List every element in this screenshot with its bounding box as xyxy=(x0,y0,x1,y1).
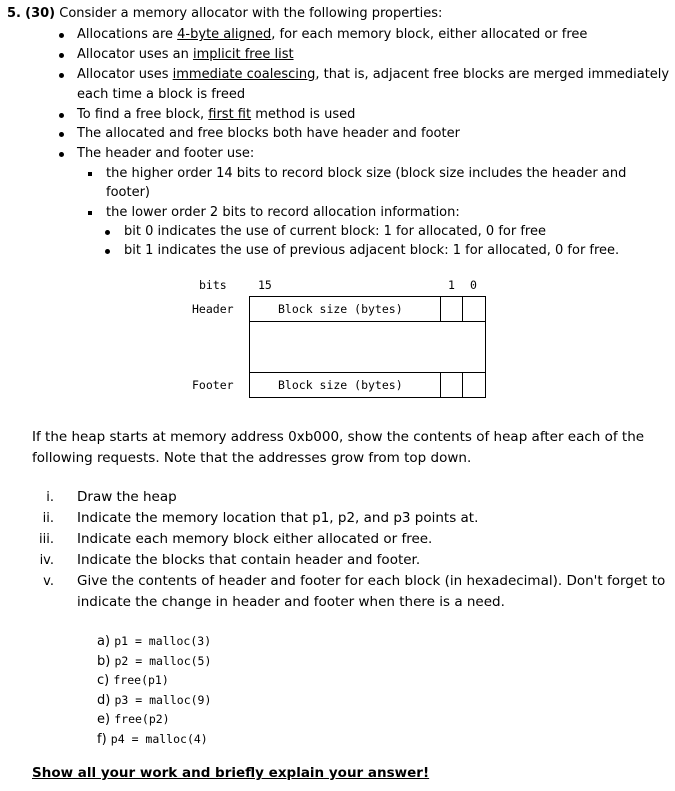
bit-0-label: 0 xyxy=(470,278,477,292)
footer-block-size-text: Block size (bytes) xyxy=(278,378,403,392)
header-bit0-field xyxy=(462,296,486,322)
bullet-icon xyxy=(105,230,110,235)
footer-label: Footer xyxy=(192,378,234,392)
sub-lower-bits: the lower order 2 bits to record allocation information: xyxy=(106,205,460,220)
request-item: f) p4 = malloc(4) xyxy=(97,732,208,747)
property-coalescing-cont: each time a block is freed xyxy=(77,87,246,102)
footer-bit0-field xyxy=(462,372,486,398)
payload-area xyxy=(249,321,486,373)
bullet-icon xyxy=(59,113,64,118)
task-text: Indicate the blocks that contain header and footer. xyxy=(77,552,421,568)
task-text: Draw the heap xyxy=(77,489,177,505)
request-item: d) p3 = malloc(9) xyxy=(97,693,212,708)
request-item: b) p2 = malloc(5) xyxy=(97,654,212,669)
property-coalescing: Allocator uses immediate coalescing, that is, adjacent free blocks are merged immediately xyxy=(77,67,670,82)
bullet-icon xyxy=(59,152,64,157)
footer-instruction: Show all your work and briefly explain your answer! xyxy=(32,765,430,781)
property-header-footer-use: The header and footer use: xyxy=(77,146,255,161)
square-bullet-icon xyxy=(88,172,92,176)
request-item: e) free(p2) xyxy=(97,712,170,727)
bullet-icon xyxy=(59,132,64,137)
bullet-icon xyxy=(59,53,64,58)
task-num: ii. xyxy=(42,511,54,526)
request-item: c) free(p1) xyxy=(97,673,169,688)
task-text: Indicate the memory location that p1, p2, and p3 points at. xyxy=(77,510,479,526)
property-alignment: Allocations are 4-byte aligned, for each memory block, either allocated or free xyxy=(77,27,588,42)
heap-question-line2: following requests. Note that the addresses grow from top down. xyxy=(32,450,472,466)
sub-higher-bits: the higher order 14 bits to record block size (block size includes the header and xyxy=(106,166,627,181)
property-header-footer: The allocated and free blocks both have header and footer xyxy=(77,126,460,141)
square-bullet-icon xyxy=(88,211,92,215)
bits-label: bits xyxy=(199,278,227,292)
bullet-icon xyxy=(59,33,64,38)
task-num: iii. xyxy=(39,532,54,547)
bit0-info: bit 0 indicates the use of current block: 1 for allocated, 0 for free xyxy=(124,224,546,239)
task-text-cont: indicate the change in header and footer when there is a need. xyxy=(77,594,505,610)
sub-higher-bits-cont: footer) xyxy=(106,185,150,200)
heap-question-line1: If the heap starts at memory address 0xb000, show the contents of heap after each of the xyxy=(32,429,645,445)
header-block-size-text: Block size (bytes) xyxy=(278,302,403,316)
request-item: a) p1 = malloc(3) xyxy=(97,634,212,649)
header-label: Header xyxy=(192,302,234,316)
bullet-icon xyxy=(105,249,110,254)
problem-intro: Consider a memory allocator with the following properties: xyxy=(59,6,443,21)
task-num: v. xyxy=(43,574,54,589)
bit-1-label: 1 xyxy=(448,278,455,292)
footer-bit1-field xyxy=(440,372,463,398)
property-first-fit: To find a free block, first fit method is used xyxy=(77,107,356,122)
problem-points: (30) xyxy=(25,6,56,21)
task-text: Indicate each memory block either allocated or free. xyxy=(77,531,433,547)
task-num: i. xyxy=(46,490,54,505)
problem-number: 5. xyxy=(7,6,21,21)
header-bit1-field xyxy=(440,296,463,322)
problem-title xyxy=(7,5,442,22)
task-num: iv. xyxy=(39,553,54,568)
bit1-info: bit 1 indicates the use of previous adjacent block: 1 for allocated, 0 for free. xyxy=(124,243,620,258)
property-free-list: Allocator uses an implicit free list xyxy=(77,47,294,62)
bit-high-label: 15 xyxy=(258,278,272,292)
task-text: Give the contents of header and footer for each block (in hexadecimal). Don't forget to xyxy=(77,573,666,589)
bullet-icon xyxy=(59,73,64,78)
